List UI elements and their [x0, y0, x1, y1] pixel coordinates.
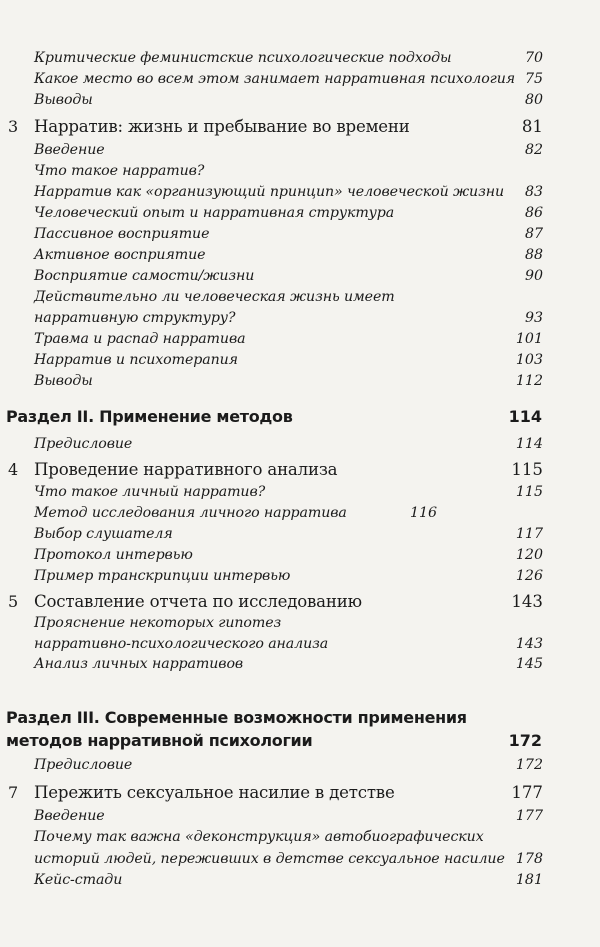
- page-number: 177: [515, 808, 543, 824]
- toc-entry: [0, 92, 600, 114]
- entry-title: Введение: [34, 808, 105, 824]
- entry-title: Предисловие: [34, 757, 133, 773]
- entry-title: Прояснение некоторых гипотез: [34, 615, 282, 631]
- entry-title: Пассивное восприятие: [34, 226, 210, 242]
- toc-entry: [0, 568, 600, 590]
- page-number: 177: [511, 783, 543, 802]
- entry-title: Человеческий опыт и нарративная структура: [34, 205, 395, 221]
- section-heading: [0, 407, 600, 429]
- chapter-number: 3: [8, 117, 19, 136]
- toc-entry: [0, 829, 600, 851]
- page-number: 103: [515, 352, 543, 368]
- entry-title: Анализ личных нарративов: [34, 656, 244, 672]
- chapter-entry: [0, 592, 600, 614]
- page-number: 86: [524, 205, 543, 221]
- page-number: 120: [515, 547, 543, 563]
- entry-title: Травма и распад нарратива: [34, 331, 246, 347]
- entry-title: Метод исследования личного нарратива: [34, 505, 347, 521]
- toc-entry: [0, 656, 600, 678]
- chapter-number: 4: [8, 460, 19, 479]
- section-heading: [0, 708, 600, 730]
- entry-title: Активное восприятие: [34, 247, 206, 263]
- entry-title: Что такое нарратив?: [34, 163, 205, 179]
- page-number: 114: [515, 436, 543, 452]
- page-number: 80: [524, 92, 543, 108]
- page-number: 143: [511, 592, 543, 611]
- chapter-number: 5: [8, 592, 19, 611]
- entry-title: Введение: [34, 142, 105, 158]
- toc-entry: [0, 352, 600, 374]
- entry-title: методов нарративной психологии: [6, 731, 313, 750]
- toc-entry: [0, 163, 600, 185]
- toc-entry: [0, 547, 600, 569]
- entry-title: Нарратив: жизнь и пребывание во времени: [34, 117, 410, 136]
- page-number: 112: [515, 373, 543, 389]
- page-number: 115: [511, 460, 543, 479]
- toc-entry: [0, 436, 600, 458]
- entry-title: Критические феминистские психологические подходы: [34, 50, 452, 66]
- toc-entry: [0, 50, 600, 72]
- toc-entry: [0, 310, 600, 332]
- entry-title: Выводы: [34, 373, 93, 389]
- toc-entry: [0, 757, 600, 779]
- entry-title: Предисловие: [34, 436, 133, 452]
- entry-title: Раздел II. Применение методов: [6, 407, 293, 426]
- page-number: 81: [521, 117, 543, 136]
- page-number: 82: [524, 142, 543, 158]
- entry-title: Составление отчета по исследованию: [34, 592, 362, 611]
- toc-entry: [0, 71, 600, 93]
- page-number: 90: [524, 268, 543, 284]
- entry-title: Нарратив как «организующий принцип» человеческой жизни: [34, 184, 505, 200]
- page-number: 143: [515, 636, 543, 652]
- chapter-entry: [0, 783, 600, 805]
- toc-entry: [0, 484, 600, 506]
- page-number: 114: [508, 407, 542, 426]
- chapter-entry: [0, 460, 600, 482]
- toc-entry: [0, 505, 600, 527]
- toc-entry: [0, 331, 600, 353]
- entry-title: Нарратив и психотерапия: [34, 352, 238, 368]
- entry-title: историй людей, переживших в детстве сексуальное насилие: [34, 851, 505, 867]
- entry-title: Что такое личный нарратив?: [34, 484, 266, 500]
- page-number: 145: [515, 656, 543, 672]
- page-number: 116: [410, 505, 438, 521]
- toc-entry: [0, 268, 600, 290]
- page-number: 126: [515, 568, 543, 584]
- toc-entry: [0, 373, 600, 395]
- toc-entry: [0, 247, 600, 269]
- entry-title: Выбор слушателя: [34, 526, 173, 542]
- chapter-number: 7: [8, 783, 19, 802]
- toc-entry: [0, 226, 600, 248]
- entry-title: Пример транскрипции интервью: [34, 568, 291, 584]
- page-number: 70: [524, 50, 543, 66]
- entry-title: Почему так важна «деконструкция» автобиографических: [34, 829, 484, 845]
- page-number: 75: [524, 71, 543, 87]
- page-number: 117: [515, 526, 543, 542]
- page-number: 88: [524, 247, 543, 263]
- toc-entry: [0, 636, 600, 658]
- toc-entry: [0, 142, 600, 164]
- entry-title: нарративную структуру?: [34, 310, 236, 326]
- page-number: 93: [524, 310, 543, 326]
- toc-entry: [0, 184, 600, 206]
- toc-entry: [0, 851, 600, 873]
- entry-title: Раздел III. Современные возможности применения: [6, 708, 467, 727]
- toc-entry: [0, 872, 600, 894]
- entry-title: Какое место во всем этом занимает нарративная психология: [34, 71, 516, 87]
- chapter-entry: [0, 117, 600, 139]
- entry-title: нарративно-психологического анализа: [34, 636, 329, 652]
- toc-entry: [0, 615, 600, 637]
- page-number: 101: [515, 331, 543, 347]
- page-number: 115: [515, 484, 543, 500]
- page-number: 172: [508, 731, 542, 750]
- page-number: 83: [524, 184, 543, 200]
- entry-title: Действительно ли человеческая жизнь имеет: [34, 289, 395, 305]
- section-heading: [0, 731, 600, 753]
- entry-title: Восприятие самости/жизни: [34, 268, 255, 284]
- toc-entry: [0, 526, 600, 548]
- toc-entry: [0, 808, 600, 830]
- toc-entry: [0, 289, 600, 311]
- entry-title: Протокол интервью: [34, 547, 193, 563]
- page-number: 87: [524, 226, 543, 242]
- entry-title: Пережить сексуальное насилие в детстве: [34, 783, 395, 802]
- entry-title: Проведение нарративного анализа: [34, 460, 338, 479]
- entry-title: Кейс-стади: [34, 872, 123, 888]
- page-number: 181: [515, 872, 543, 888]
- entry-title: Выводы: [34, 92, 93, 108]
- page-number: 172: [515, 757, 543, 773]
- page-number: 178: [515, 851, 543, 867]
- toc-entry: [0, 205, 600, 227]
